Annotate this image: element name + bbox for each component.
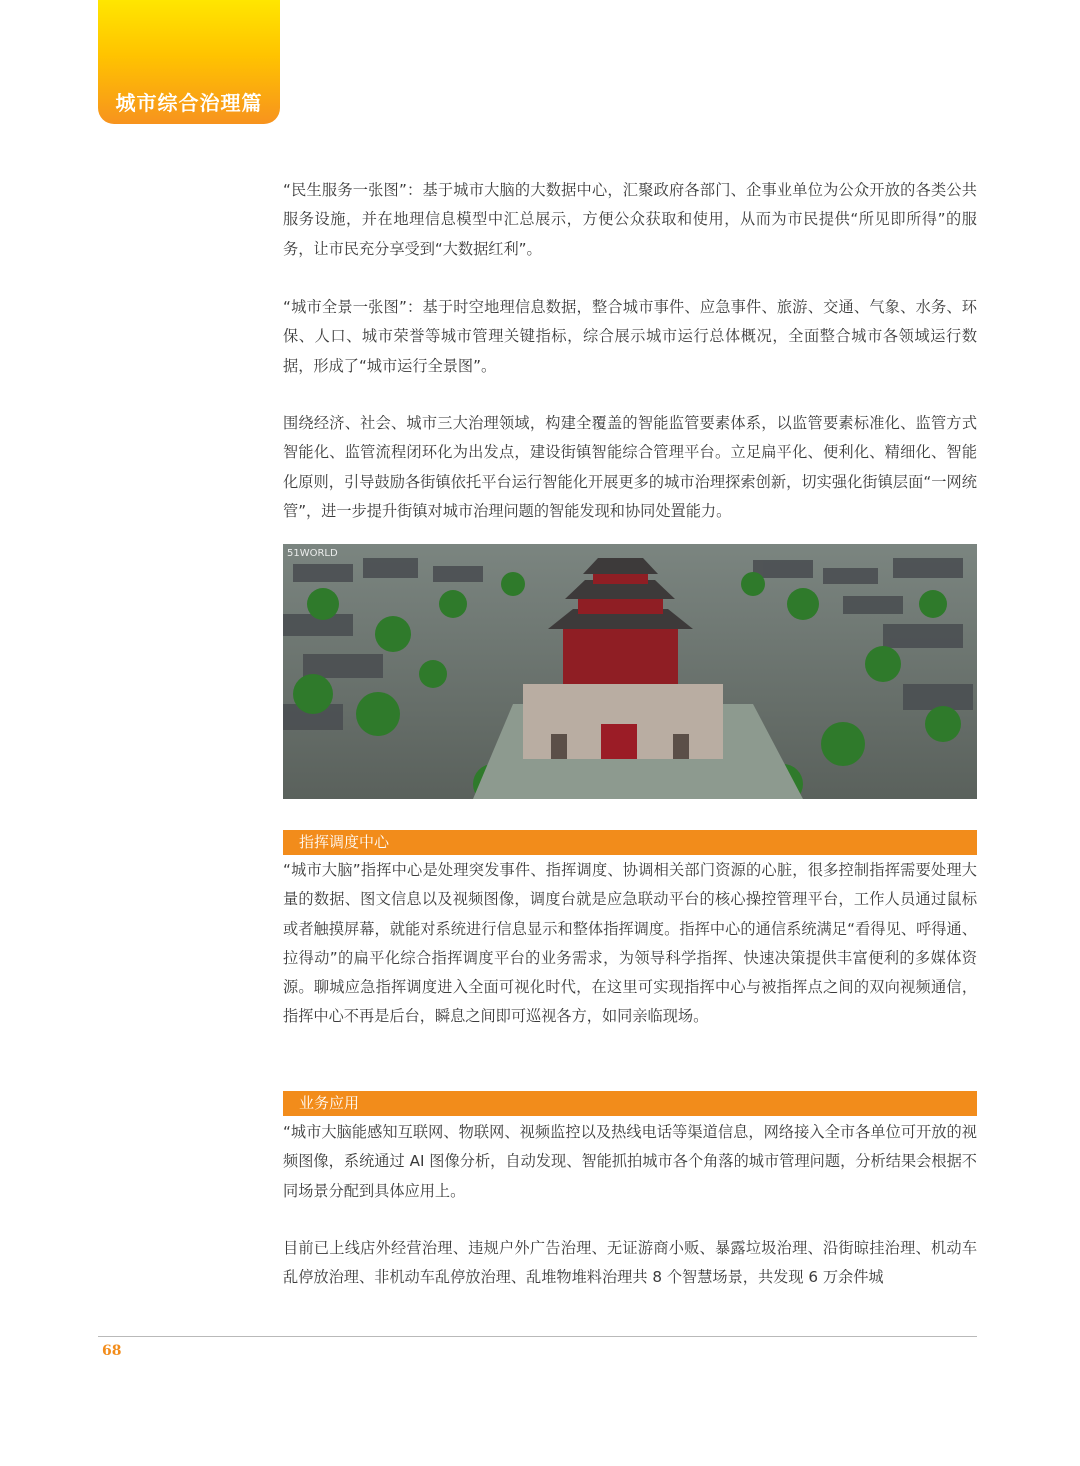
footer-divider (98, 1336, 977, 1337)
section-tab (98, 0, 280, 124)
paragraph-panorama-map: “城市全景一张图”：基于时空地理信息数据，整合城市事件、应急事件、旅游、交通、气象、水务、环保、人口、城市荣誉等城市管理关键指标，综合展示城市运行总体概况，全面整合城市各领域运行数据，形成了“城市运行全景图”。 (283, 298, 977, 375)
paragraph-perception: “城市大脑能感知互联网、物联网、视频监控以及热线电话等渠道信息，网络接入全市各单位可开放的视频图像，系统通过 AI 图像分析，自动发现、智能抓拍城市各个角落的城市管理问题，分析结果会根据不同场景分配到具体应用上。 (283, 1123, 977, 1200)
photo-watermark: 51WORLD (287, 548, 338, 559)
paragraph-governance: 围绕经济、社会、城市三大治理领域，构建全覆盖的智能监管要素体系，以监管要素标准化、监管方式智能化、监管流程闭环化为出发点，建设街镇智能综合管理平台。立足扁平化、便利化、精细化、智能化原则，引导鼓励各街镇依托平台运行智能化开展更多的城市治理探索创新，切实强化街镇层面“一网统管”，进一步提升街镇对城市治理问题的智能发现和协同处置能力。 (283, 414, 977, 520)
heading-business-apps: 业务应用 (283, 1091, 977, 1116)
city-scene-illustration (283, 544, 977, 799)
heading-command-center: 指挥调度中心 (283, 830, 977, 855)
page-number: 68 (102, 1343, 122, 1359)
paragraph-service-map: “民生服务一张图”：基于城市大脑的大数据中心，汇聚政府各部门、企事业单位为公众开放的各类公共服务设施，并在地理信息模型中汇总展示，方便公众获取和使用，从而为市民提供“所见即所得”的服务，让市民充分享受到“大数据红利”。 (283, 181, 977, 258)
paragraph-command-center: “城市大脑”指挥中心是处理突发事件、指挥调度、协调相关部门资源的心脏，很多控制指挥需要处理大量的数据、图文信息以及视频图像，调度台就是应急联动平台的核心操控管理平台，工作人员通过鼠标或者触摸屏幕，就能对系统进行信息显示和整体指挥调度。指挥中心的通信系统满足“看得见、呼得通、拉得动”的扁平化综合指挥调度平台的业务需求，为领导科学指挥、快速决策提供丰富便利的多媒体资源。聊城应急指挥调度进入全面可视化时代，在这里可实现指挥中心与被指挥点之间的双向视频通信，指挥中心不再是后台，瞬息之间即可巡视各方，如同亲临现场。 (283, 861, 977, 1026)
paragraph-scenarios: 目前已上线店外经营治理、违规户外广告治理、无证游商小贩、暴露垃圾治理、沿街晾挂治理、机动车乱停放治理、非机动车乱停放治理、乱堆物堆料治理共 8 个智慧场景，共发现 6 万余件城 (283, 1239, 977, 1287)
section-label: 城市综合治理篇 (115, 91, 263, 115)
city-3d-model-image (283, 544, 977, 799)
